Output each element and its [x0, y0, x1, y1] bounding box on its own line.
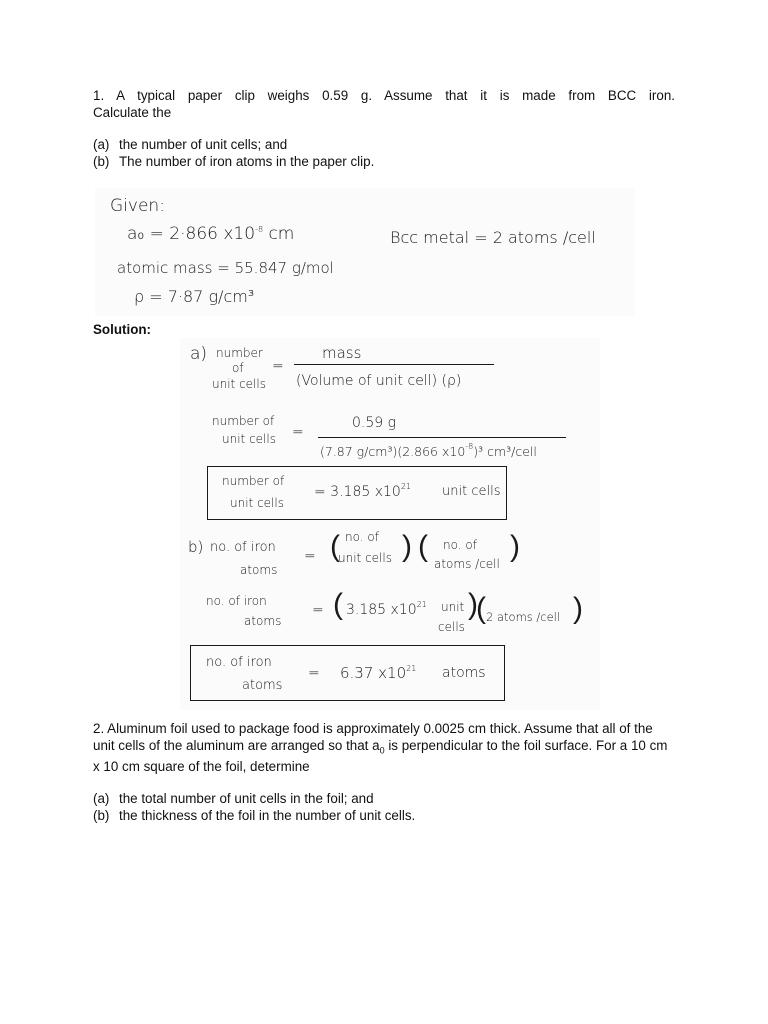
problem-2-paragraph: 2. Aluminum foil used to package food is approximately 0.0025 cm thick. Assume that all of the unit cells of the aluminum are arranged so that $a_0$ is perpendicular to the foil surface. For a 10 cm x 10 cm square of the foil, determine [93, 721, 668, 774]
part-b-paren-4-close: ) [573, 592, 583, 625]
part-a-fraction-bar [294, 364, 494, 365]
part-a-fraction-bar-b [318, 437, 566, 438]
part-b-box-result: 6.37 $x10^{21}$ [340, 664, 417, 682]
part-a-box-result: = 3.185 $x10^{21}$ [314, 482, 411, 500]
problem-1-item-a: (a) the number of unit cells; and [93, 137, 288, 152]
part-a-denominator: (Volume of unit cell) (ρ) [296, 373, 462, 389]
part-b-factor-1b: unit cells [338, 551, 392, 565]
given-bcc: Bcc metal = 2 atoms /cell [390, 228, 596, 247]
problem-1-line-1: 1. A typical paper clip weighs 0.59 g. Assume that it is made from BCC iron. [93, 88, 675, 103]
part-b-lhs-b-2: atoms [244, 614, 282, 628]
part-b-paren-2-open: ( [418, 530, 428, 563]
part-b-lhs-2: atoms [240, 563, 278, 577]
part-a-lhs-b-1: number of [212, 414, 275, 428]
part-b-label: b) [188, 538, 204, 556]
part-b-box-equals: = [308, 665, 320, 681]
part-a-lhs-3: unit cells [212, 377, 266, 391]
part-b-paren-2-close: ) [510, 530, 520, 563]
part-b-equals-b: = [312, 602, 324, 618]
part-a-lhs-2: of [232, 361, 244, 375]
part-b-lhs-1: no. of iron [210, 540, 276, 555]
part-b-factor-2b: atoms /cell [434, 557, 500, 571]
part-a-lhs-1: number [216, 346, 263, 360]
part-b-box-unit: atoms [442, 665, 486, 681]
part-a-denominator-b: (7.87 g/cm³)(2.866 $x10^{-8})^3$ cm³/cell [320, 442, 537, 459]
problem-2-item-a: (a) the total number of unit cells in the foil; and [93, 791, 374, 807]
problem-2 [93, 721, 675, 824]
part-b-equals: = [304, 548, 316, 564]
part-b-value-1: 3.185 $x10^{21}$ [346, 600, 427, 618]
problem-1-line-2: Calculate the [93, 104, 172, 120]
part-a-box-unit: unit cells [442, 484, 501, 499]
part-b-paren-3-close: ) [468, 588, 478, 621]
part-b-paren-3-open: ( [333, 588, 343, 621]
given-a0: a₀ = 2·866 $x10^{-8}$ cm [127, 224, 295, 244]
part-b-value-1-unit-1: unit [441, 600, 465, 614]
given-atomic-mass: atomic mass = 55.847 g/mol [117, 259, 334, 277]
part-b-box-lhs-1: no. of iron [206, 655, 272, 670]
part-a-label: a) [190, 344, 208, 364]
part-b-value-1-unit-2: cells [438, 620, 465, 634]
part-a-box-lhs-1: number of [222, 474, 285, 488]
part-b-paren-1-open: ( [330, 530, 340, 563]
part-b-paren-4-open: ( [476, 592, 486, 625]
solution-label: Solution: [93, 322, 152, 337]
part-a-numerator-b: 0.59 g [352, 415, 397, 431]
given-title: Given: [110, 196, 165, 216]
part-a-numerator: mass [322, 344, 362, 362]
part-a-box-lhs-2: unit cells [230, 496, 284, 510]
given-rho: ρ = 7·87 g/cm³ [134, 287, 255, 306]
part-b-factor-1a: no. of [345, 530, 379, 544]
part-b-value-2: 2 atoms /cell [486, 610, 561, 624]
part-b-lhs-b-1: no. of iron [206, 594, 267, 608]
part-b-paren-1-close: ) [402, 530, 412, 563]
problem-1-item-b: (b) The number of iron atoms in the paper clip. [93, 153, 375, 169]
problem-2-item-b: (b) the thickness of the foil in the number of unit cells. [93, 807, 416, 823]
part-a-equals-b: = [292, 424, 304, 440]
part-b-factor-2a: no. of [443, 538, 477, 552]
part-b-box-lhs-2: atoms [242, 678, 283, 693]
part-a-lhs-b-2: unit cells [222, 432, 276, 446]
part-a-equals: = [272, 358, 284, 374]
problem-1 [93, 88, 675, 170]
